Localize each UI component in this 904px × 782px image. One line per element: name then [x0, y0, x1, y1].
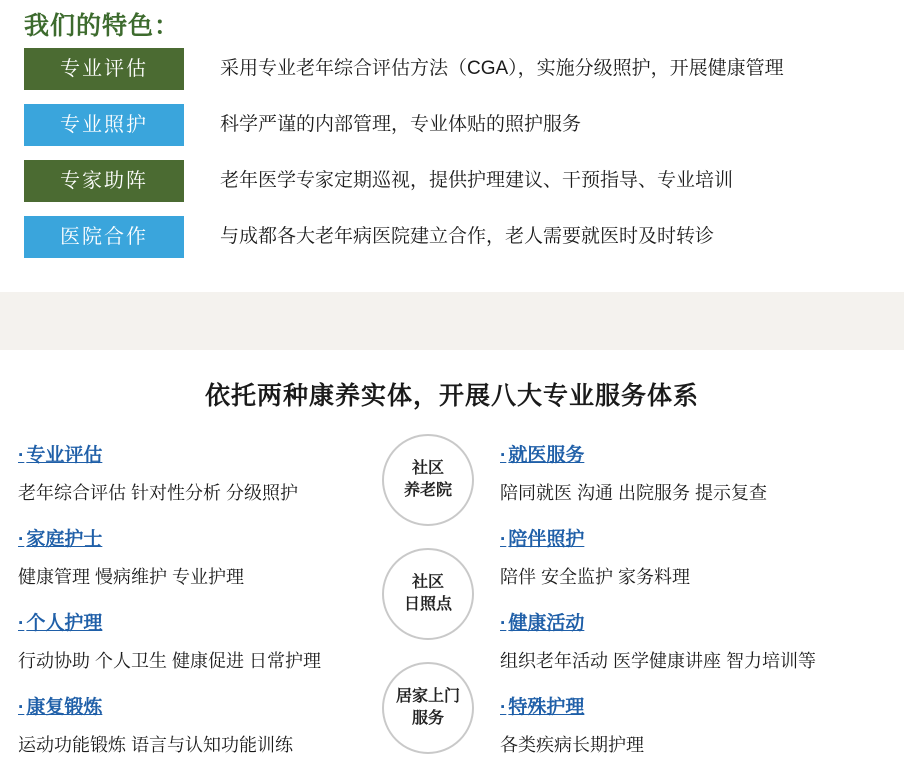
service-heading [18, 440, 298, 467]
service-body: 各类疾病长期护理 [500, 735, 644, 755]
service-item [500, 440, 767, 505]
feature-tag: 专业评估 [24, 48, 184, 90]
service-heading [500, 692, 644, 719]
service-heading-label: 特殊护理 [508, 697, 585, 718]
services-title: 依托两种康养实体，开展八大专业服务体系 [204, 382, 699, 410]
service-body: 老年综合评估 针对性分析 分级照护 [18, 483, 299, 503]
bullet-icon: · [500, 697, 507, 718]
service-heading [18, 608, 321, 635]
service-heading [18, 692, 293, 719]
service-body: 健康管理 慢病维护 专业护理 [18, 567, 245, 587]
service-heading-label: 就医服务 [508, 445, 585, 466]
entity-line-2: 服务 [411, 710, 444, 727]
bullet-icon: · [500, 529, 507, 550]
service-heading-label: 家庭护士 [26, 529, 103, 550]
entity-line-1: 居家上门 [395, 688, 460, 705]
feature-tag: 专业照护 [24, 104, 184, 146]
entity-line-1: 社区 [411, 574, 444, 591]
features-title: 我们的特色： [24, 12, 181, 40]
service-item [18, 524, 244, 589]
service-heading-label: 健康活动 [508, 613, 585, 634]
service-heading-label: 陪伴照护 [508, 529, 585, 550]
entity-circle-community-day-care [382, 548, 474, 640]
service-heading [500, 524, 690, 551]
service-heading-label: 个人护理 [26, 613, 103, 634]
service-heading-label: 专业评估 [26, 445, 103, 466]
bullet-icon: · [18, 697, 25, 718]
services-section [0, 350, 904, 782]
entity-line-1: 社区 [411, 460, 444, 477]
bullet-icon: · [18, 529, 25, 550]
section-divider [0, 292, 904, 350]
service-item [18, 692, 293, 757]
feature-description: 科学严谨的内部管理，专业体贴的照护服务 [220, 114, 582, 135]
service-item [500, 524, 690, 589]
entity-line-2: 养老院 [403, 482, 452, 499]
service-item [500, 692, 644, 757]
feature-description: 采用专业老年综合评估方法（CGA），实施分级照护，开展健康管理 [220, 58, 784, 79]
bullet-icon: · [500, 445, 507, 466]
service-heading [18, 524, 244, 551]
feature-description: 老年医学专家定期巡视，提供护理建议、干预指导、专业培训 [220, 170, 734, 191]
service-heading-label: 康复锻炼 [26, 697, 103, 718]
features-section [0, 0, 904, 292]
feature-row [24, 48, 880, 94]
feature-tag: 专家助阵 [24, 160, 184, 202]
service-heading [500, 608, 816, 635]
feature-tag: 医院合作 [24, 216, 184, 258]
service-body: 运动功能锻炼 语言与认知功能训练 [18, 735, 293, 755]
service-heading [500, 440, 767, 467]
bullet-icon: · [18, 613, 25, 634]
entity-circle-community-nursing-home [382, 434, 474, 526]
feature-row [24, 160, 880, 206]
service-body: 行动协助 个人卫生 健康促进 日常护理 [18, 651, 322, 671]
feature-row [24, 104, 880, 150]
bullet-icon: · [18, 445, 25, 466]
bullet-icon: · [500, 613, 507, 634]
service-body: 陪同就医 沟通 出院服务 提示复查 [500, 483, 768, 503]
service-body: 陪伴 安全监护 家务料理 [500, 567, 691, 587]
feature-description: 与成都各大老年病医院建立合作，老人需要就医时及时转诊 [220, 226, 715, 247]
entity-circle-home-visit-service [382, 662, 474, 754]
service-body: 组织老年活动 医学健康讲座 智力培训等 [500, 651, 817, 671]
feature-row [24, 216, 880, 262]
service-item [500, 608, 816, 673]
service-item [18, 440, 298, 505]
entity-line-2: 日照点 [403, 596, 452, 613]
service-item [18, 608, 321, 673]
